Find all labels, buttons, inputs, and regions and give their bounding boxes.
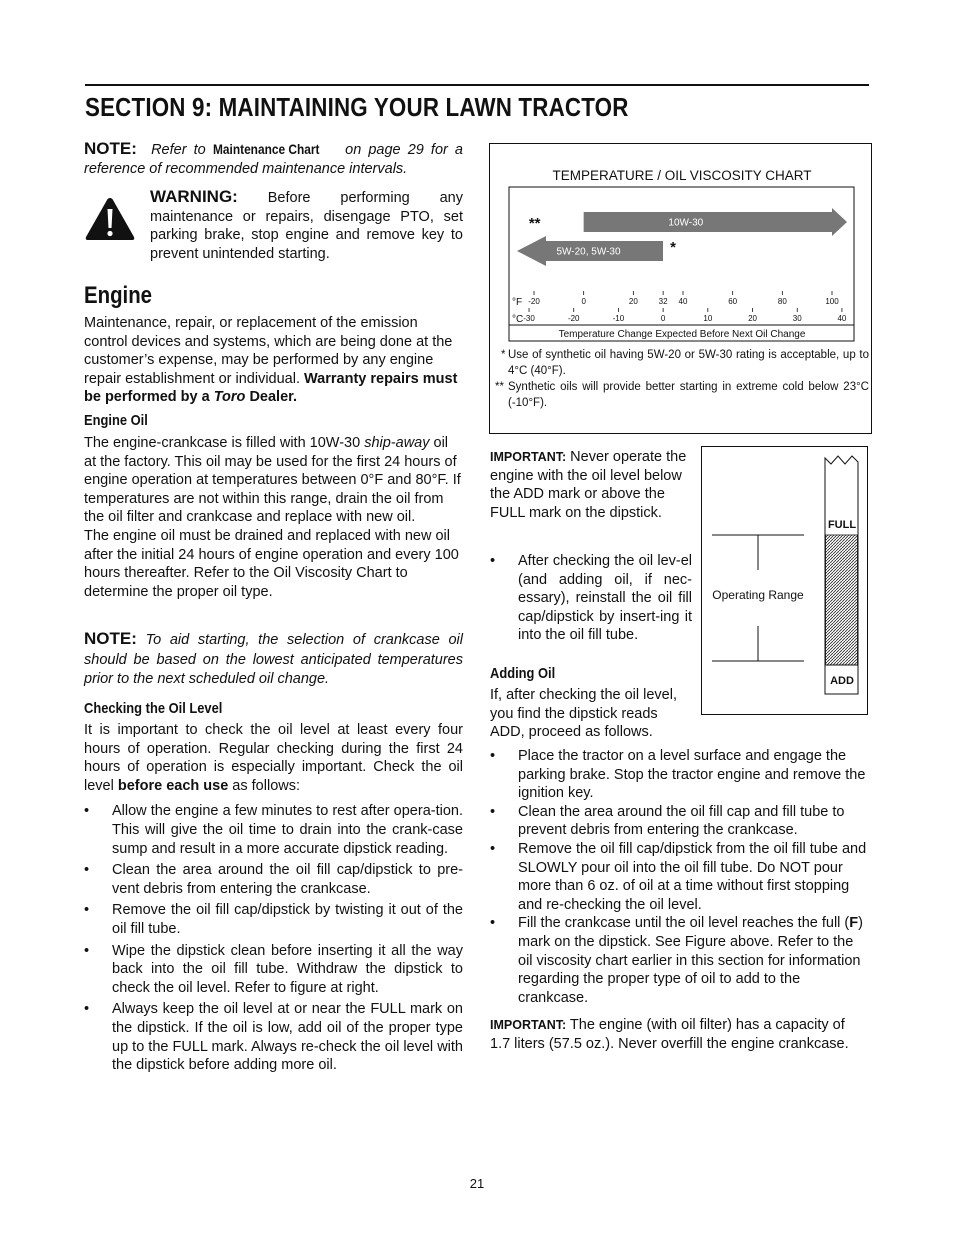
add-mark-label: ADD	[830, 675, 854, 687]
note-maintenance-chart	[84, 140, 463, 178]
checking-text	[84, 721, 463, 1075]
adding-oil-list	[490, 747, 868, 1007]
list-item: • Clean the area around the oil fill cap/dipstick to pre-vent debris from entering the crankcase.	[84, 861, 463, 898]
x-axis-label: Temperature Change Expected Before Next Oil Change	[558, 329, 806, 340]
adding-oil-intro: If, after checking the oil level, you find the dipstick reads ADD, proceed as follows.	[490, 687, 677, 741]
c-tick-label: 30	[792, 314, 802, 323]
important-capacity	[490, 1016, 868, 1053]
note-label: NOTE:	[84, 139, 137, 158]
engine-intro	[84, 314, 463, 407]
warning-block	[150, 188, 463, 263]
engine-intro-text: Maintenance, repair, or replacement of the emission control devices and systems, which are being done at the customer’s expense, may be performed by any engine repair establishment or individual.	[84, 315, 453, 387]
c-tick-label: 20	[748, 314, 757, 323]
list-item: • Always keep the oil level at or near the FULL mark on the dipstick. If the oil is low, add oil of the proper type up to the FULL mark. Always re-check the oil level with the dipstick before adding more oil.	[84, 1000, 463, 1074]
footnote-2: ** Synthetic oils will provide better starting in extreme cold below 23°C (-10°F).	[495, 381, 869, 409]
list-item: • Remove the oil fill cap/dipstick from the oil fill tube and SLOWLY pour oil into the oil fill tube. Do NOT pour more than 6 oz. of oil at a time without first stopping and re-checking the oil level.	[490, 840, 868, 914]
list-item: • Clean the area around the oil fill cap and fill tube to prevent debris from entering the crankcase.	[490, 803, 868, 840]
header-rule	[85, 84, 869, 86]
list-item: • Wipe the dipstick clean before inserting it all the way back into the oil fill tube. Withdraw the dipstick to check the oil level. Refer to figure at right.	[84, 942, 463, 998]
dipstick-drawing	[701, 446, 868, 715]
important2-label: IMPORTANT:	[490, 1018, 567, 1032]
note2-text: To aid starting, the selection of crankcase oil should be based on the lowest anticipated temperatures prior to the next scheduled oil change.	[84, 632, 463, 687]
engine-oil-heading: Engine Oil	[84, 412, 148, 429]
chart-footnotes	[495, 347, 869, 411]
list-item: • Remove the oil fill cap/dipstick by twisting it out of the oil fill tube.	[84, 901, 463, 938]
chart-frame	[509, 187, 854, 341]
note-text-post: on page 29 for a reference of recommended maintenance intervals.	[84, 142, 463, 177]
c-tick-label: 40	[837, 314, 847, 323]
checking-heading: Checking the Oil Level	[84, 700, 223, 717]
f-tick-label: 32	[658, 297, 668, 306]
f-tick-label: 20	[628, 297, 638, 306]
list-item: • Fill the crankcase until the oil level reaches the full (F) mark on the dipstick. See Figure above. Refer to the oil viscosity chart earlier in this section for information regarding the proper type of oil to add to the crankcase.	[490, 914, 868, 1007]
important2-text: The engine (with oil filter) has a capacity of 1.7 liters (57.5 oz.). Never overfill the engine crankcase.	[490, 1017, 849, 1052]
important1-label: IMPORTANT:	[490, 450, 567, 464]
dealer-text: Dealer.	[245, 389, 298, 406]
engine-heading: Engine	[84, 282, 153, 309]
page-number: 21	[469, 1176, 485, 1191]
c-tick-label: -30	[523, 314, 535, 323]
section-title: SECTION 9: MAINTAINING YOUR LAWN TRACTOR	[85, 92, 629, 122]
warning-text: Before performing any maintenance or repairs, disengage PTO, set parking brake, stop engine and remove key to prevent unintended starting.	[150, 190, 463, 262]
reinstall-list	[490, 552, 692, 645]
list-item: • After checking the oil lev-el (and adding oil, if nec-essary), reinstall the oil fill cap/dipstick by insert-ing it into the oil fill tube.	[490, 552, 692, 645]
checking-list	[84, 802, 463, 1074]
maintenance-chart-ref: Maintenance Chart	[212, 141, 320, 157]
engine-oil-text	[84, 434, 463, 601]
marker-double-asterisk: **	[528, 215, 541, 232]
engine-oil-p2: The engine oil must be drained and replaced with new oil after the initial 24 hours of engine operation and every 100 hours thereafter. Refer to the Oil Viscosity Chart to determine the proper oil type.	[84, 527, 459, 600]
list-item: • Allow the engine a few minutes to rest after opera-tion. This will give the oil time to drain into the crank-case sump and result in a more accurate dipstick reading.	[84, 802, 463, 858]
f-tick-label: -20	[528, 297, 540, 306]
dipstick-hatched-zone	[826, 535, 858, 665]
c-tick-label: 0	[660, 314, 666, 323]
bar-10w30-label: 10W-30	[668, 217, 704, 229]
bar-5w20-5w30-label: 5W-20, 5W-30	[556, 246, 621, 258]
full-mark-label: FULL	[827, 519, 857, 531]
c-tick-label: -20	[567, 314, 580, 323]
operating-range-label: Operating Range	[712, 588, 804, 602]
c-tick-label: 10	[703, 314, 713, 323]
important1-text: Never operate the engine with the oil level below the ADD mark or above the FULL mark on the dipstick.	[490, 449, 687, 521]
important-oil-level	[490, 448, 690, 522]
bar-10w30	[584, 208, 847, 236]
f-tick-label: 100	[825, 297, 839, 306]
f-axis-label: °F	[512, 297, 523, 308]
f-tick-label: 0	[581, 297, 586, 306]
footnote-1: * Use of synthetic oil having 5W-20 or 5W-30 rating is acceptable, up to 4°C (40°F).	[501, 349, 869, 377]
c-axis-label: °C	[512, 314, 524, 325]
marker-asterisk: *	[670, 239, 676, 256]
f-tick-label: 40	[678, 297, 688, 306]
toro-brand: Toro	[213, 389, 246, 406]
note-text-pre: Refer to	[151, 142, 213, 158]
warning-triangle-icon	[84, 195, 136, 243]
note2-label: NOTE:	[84, 629, 137, 648]
c-tick-label: -10	[612, 314, 625, 323]
note-crankcase-oil	[84, 629, 463, 690]
checking-p1: It is important to check the oil level at least every four hours of operation. Regular checking during the first 24 hours of operation is especially important. Check the oil level before each use as follows:	[84, 722, 463, 794]
warning-label: WARNING:	[150, 187, 238, 206]
warranty-text: Warranty repairs must be performed by a	[84, 370, 458, 406]
list-item: • Place the tractor on a level surface and engage the parking brake. Stop the tractor engine and remove the ignition key.	[490, 747, 868, 803]
engine-oil-p1: The engine-crankcase is filled with 10W-30 ship-away oil at the factory. This oil may be used for the first 24 hours of engine operation at temperatures between 0°F and 80°F. If temperatures are not within this range, drain the oil from the oil filter and crankcase and replace with new oil.	[84, 435, 461, 526]
chart-title: TEMPERATURE / OIL VISCOSITY CHART	[552, 168, 812, 183]
adding-oil-heading: Adding Oil	[490, 665, 556, 682]
f-tick-label: 60	[728, 297, 738, 306]
f-tick-label: 80	[777, 297, 787, 306]
